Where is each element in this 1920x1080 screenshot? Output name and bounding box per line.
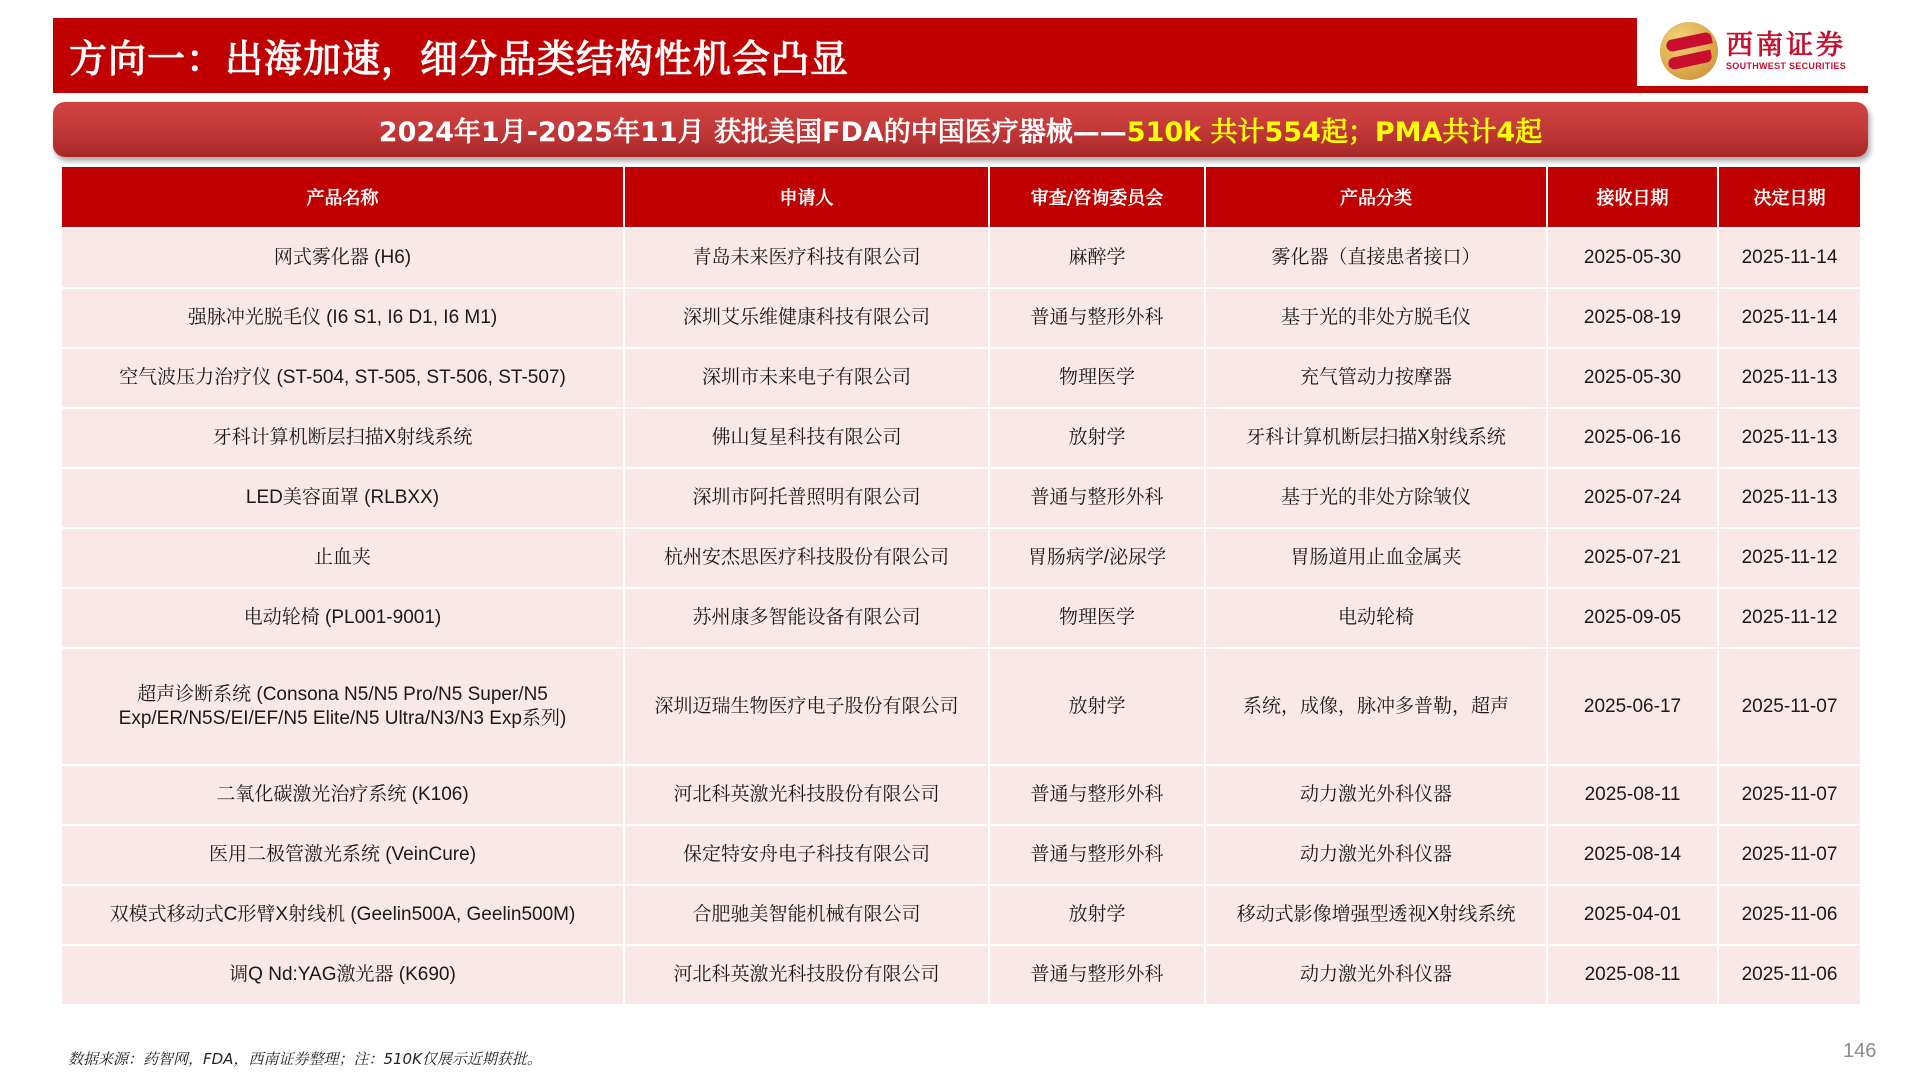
table-row xyxy=(61,765,1861,825)
column-header-product-name: 产品名称 xyxy=(61,166,624,228)
cell-product-name: 空气波压力治疗仪 (ST-504, ST-505, ST-506, ST-507) xyxy=(61,348,624,408)
cell-applicant: 深圳迈瑞生物医疗电子股份有限公司 xyxy=(624,648,989,765)
table-row xyxy=(61,288,1861,348)
cell-committee: 放射学 xyxy=(989,885,1205,945)
table-row xyxy=(61,468,1861,528)
cell-committee: 普通与整形外科 xyxy=(989,468,1205,528)
cell-committee: 普通与整形外科 xyxy=(989,825,1205,885)
source-footnote: 数据来源：药智网，FDA，西南证券整理；注：510K仅展示近期获批。 xyxy=(68,1050,542,1068)
logo-emblem-icon xyxy=(1660,22,1718,80)
table-header-row xyxy=(61,166,1861,228)
cell-committee: 物理医学 xyxy=(989,348,1205,408)
cell-committee: 普通与整形外科 xyxy=(989,945,1205,1005)
cell-decision-date: 2025-11-13 xyxy=(1718,348,1861,408)
cell-category: 系统，成像，脉冲多普勒，超声 xyxy=(1205,648,1547,765)
subtitle-text: 2024年1月-2025年11月 获批美国FDA的中国医疗器械—— xyxy=(378,117,1127,148)
cell-committee: 普通与整形外科 xyxy=(989,765,1205,825)
cell-received-date: 2025-05-30 xyxy=(1547,228,1718,288)
cell-product-name: 电动轮椅 (PL001-9001) xyxy=(61,588,624,648)
cell-decision-date: 2025-11-06 xyxy=(1718,945,1861,1005)
table-row xyxy=(61,228,1861,288)
cell-applicant: 深圳市未来电子有限公司 xyxy=(624,348,989,408)
cell-committee: 放射学 xyxy=(989,648,1205,765)
cell-received-date: 2025-06-17 xyxy=(1547,648,1718,765)
cell-received-date: 2025-07-24 xyxy=(1547,468,1718,528)
cell-decision-date: 2025-11-12 xyxy=(1718,528,1861,588)
table-row xyxy=(61,408,1861,468)
cell-product-name: LED美容面罩 (RLBXX) xyxy=(61,468,624,528)
cell-applicant: 杭州安杰思医疗科技股份有限公司 xyxy=(624,528,989,588)
table-row xyxy=(61,528,1861,588)
cell-applicant: 青岛未来医疗科技有限公司 xyxy=(624,228,989,288)
cell-category: 雾化器（直接患者接口） xyxy=(1205,228,1547,288)
column-header-applicant: 申请人 xyxy=(624,166,989,228)
cell-product-name: 牙科计算机断层扫描X射线系统 xyxy=(61,408,624,468)
cell-product-name: 医用二极管激光系统 (VeinCure) xyxy=(61,825,624,885)
table-row xyxy=(61,648,1861,765)
cell-committee: 放射学 xyxy=(989,408,1205,468)
cell-applicant: 深圳市阿托普照明有限公司 xyxy=(624,468,989,528)
cell-decision-date: 2025-11-07 xyxy=(1718,825,1861,885)
logo-name-en: SOUTHWEST SECURITIES xyxy=(1726,61,1847,71)
logo-name-cn: 西南证券 xyxy=(1726,30,1846,61)
cell-decision-date: 2025-11-07 xyxy=(1718,648,1861,765)
table-row xyxy=(61,348,1861,408)
cell-decision-date: 2025-11-13 xyxy=(1718,408,1861,468)
cell-received-date: 2025-04-01 xyxy=(1547,885,1718,945)
cell-category: 基于光的非处方除皱仪 xyxy=(1205,468,1547,528)
column-header-received-date: 接收日期 xyxy=(1547,166,1718,228)
table-row xyxy=(61,588,1861,648)
table-row xyxy=(61,885,1861,945)
slide-title: 方向一：出海加速，细分品类结构性机会凸显 xyxy=(69,37,850,81)
cell-applicant: 合肥驰美智能机械有限公司 xyxy=(624,885,989,945)
cell-decision-date: 2025-11-14 xyxy=(1718,228,1861,288)
cell-product-name: 网式雾化器 (H6) xyxy=(61,228,624,288)
cell-applicant: 苏州康多智能设备有限公司 xyxy=(624,588,989,648)
column-header-decision-date: 决定日期 xyxy=(1718,166,1861,228)
cell-product-name: 强脉冲光脱毛仪 (I6 S1, I6 D1, I6 M1) xyxy=(61,288,624,348)
cell-category: 动力激光外科仪器 xyxy=(1205,825,1547,885)
cell-product-name: 止血夹 xyxy=(61,528,624,588)
cell-received-date: 2025-05-30 xyxy=(1547,348,1718,408)
table-row xyxy=(61,945,1861,1005)
cell-received-date: 2025-09-05 xyxy=(1547,588,1718,648)
logo-underline xyxy=(1637,86,1868,93)
cell-decision-date: 2025-11-13 xyxy=(1718,468,1861,528)
page-number: 146 xyxy=(1843,1040,1877,1062)
cell-received-date: 2025-08-11 xyxy=(1547,945,1718,1005)
cell-committee: 麻醉学 xyxy=(989,228,1205,288)
cell-category: 电动轮椅 xyxy=(1205,588,1547,648)
cell-applicant: 佛山复星科技有限公司 xyxy=(624,408,989,468)
cell-applicant: 深圳艾乐维健康科技有限公司 xyxy=(624,288,989,348)
cell-committee: 物理医学 xyxy=(989,588,1205,648)
cell-decision-date: 2025-11-14 xyxy=(1718,288,1861,348)
cell-category: 牙科计算机断层扫描X射线系统 xyxy=(1205,408,1547,468)
company-logo xyxy=(1660,18,1870,84)
cell-category: 基于光的非处方脱毛仪 xyxy=(1205,288,1547,348)
column-header-category: 产品分类 xyxy=(1205,166,1547,228)
cell-decision-date: 2025-11-07 xyxy=(1718,765,1861,825)
cell-category: 动力激光外科仪器 xyxy=(1205,765,1547,825)
cell-committee: 胃肠病学/泌尿学 xyxy=(989,528,1205,588)
cell-category: 充气管动力按摩器 xyxy=(1205,348,1547,408)
cell-received-date: 2025-08-14 xyxy=(1547,825,1718,885)
cell-committee: 普通与整形外科 xyxy=(989,288,1205,348)
cell-received-date: 2025-08-19 xyxy=(1547,288,1718,348)
cell-product-name: 二氧化碳激光治疗系统 (K106) xyxy=(61,765,624,825)
fda-approvals-table xyxy=(60,165,1862,1006)
subtitle-highlight: 510k 共计554起；PMA共计4起 xyxy=(1126,117,1543,148)
cell-product-name: 双模式移动式C形臂X射线机 (Geelin500A, Geelin500M) xyxy=(61,885,624,945)
cell-category: 胃肠道用止血金属夹 xyxy=(1205,528,1547,588)
cell-received-date: 2025-06-16 xyxy=(1547,408,1718,468)
cell-product-name: 超声诊断系统 (Consona N5/N5 Pro/N5 Super/N5 Exp/ER/N5S/EI/EF/N5 Elite/N5 Ultra/N3/N3 Exp系列) xyxy=(61,648,624,765)
table-row xyxy=(61,825,1861,885)
cell-decision-date: 2025-11-12 xyxy=(1718,588,1861,648)
subtitle-banner xyxy=(53,102,1868,157)
cell-decision-date: 2025-11-06 xyxy=(1718,885,1861,945)
cell-received-date: 2025-08-11 xyxy=(1547,765,1718,825)
cell-product-name: 调Q Nd:YAG激光器 (K690) xyxy=(61,945,624,1005)
cell-applicant: 保定特安舟电子科技有限公司 xyxy=(624,825,989,885)
cell-category: 动力激光外科仪器 xyxy=(1205,945,1547,1005)
cell-received-date: 2025-07-21 xyxy=(1547,528,1718,588)
slide-title-bar xyxy=(53,18,1637,93)
cell-applicant: 河北科英激光科技股份有限公司 xyxy=(624,765,989,825)
column-header-committee: 审查/咨询委员会 xyxy=(989,166,1205,228)
cell-category: 移动式影像增强型透视X射线系统 xyxy=(1205,885,1547,945)
cell-applicant: 河北科英激光科技股份有限公司 xyxy=(624,945,989,1005)
